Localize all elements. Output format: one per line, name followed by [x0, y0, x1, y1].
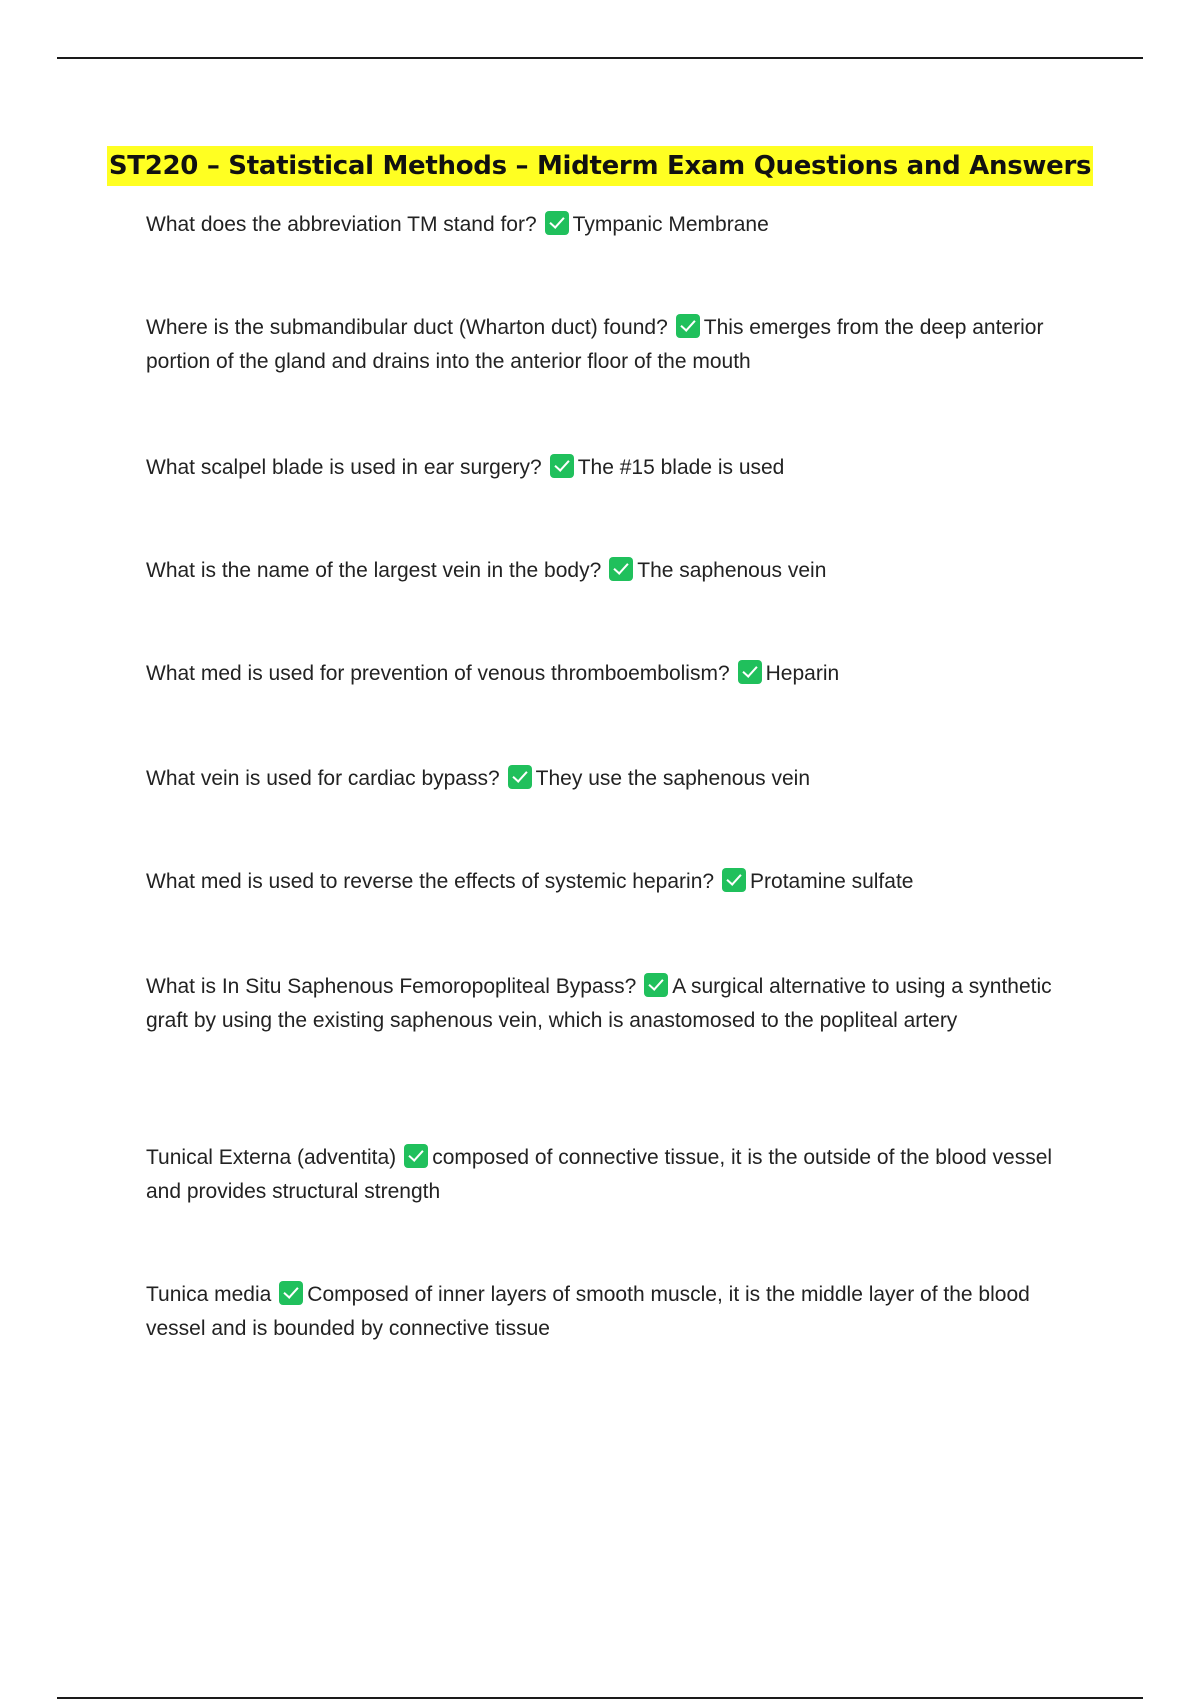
question-text: What med is used for prevention of venous thromboembolism? [146, 662, 730, 685]
page-title: ST220 – Statistical Methods – Midterm Exam Questions and Answers [107, 146, 1093, 186]
answer-text: composed of connective tissue, it is the outside of the blood vessel and provides structural strength [146, 1146, 1053, 1203]
check-icon [609, 557, 633, 581]
question-text: What scalpel blade is used in ear surgery? [146, 456, 542, 479]
answer-text: Tympanic Membrane [572, 213, 769, 236]
question-text: What med is used to reverse the effects of systemic heparin? [146, 870, 715, 893]
check-icon [550, 454, 574, 478]
question-text: What is In Situ Saphenous Femoropopliteal Bypass? [146, 975, 637, 998]
qa-item-10 [146, 1278, 1086, 1346]
answer-text: They use the saphenous vein [535, 767, 811, 790]
answer-text: Protamine sulfate [750, 870, 914, 893]
question-text: Tunical Externa (adventita) [146, 1146, 397, 1169]
qa-item-8 [146, 970, 1086, 1038]
check-icon [738, 660, 762, 684]
title-container [0, 146, 1200, 186]
qa-item-5 [146, 657, 1086, 691]
qa-item-1 [146, 208, 1086, 242]
top-divider [57, 57, 1143, 59]
answer-text: Composed of inner layers of smooth muscle, it is the middle layer of the blood vessel and is bounded by connective tissue [146, 1283, 1030, 1340]
question-text: What does the abbreviation TM stand for? [146, 213, 537, 236]
check-icon [279, 1281, 303, 1305]
answer-text: The saphenous vein [637, 559, 827, 582]
answer-text: A surgical alternative to using a synthetic graft by using the existing saphenous vein, which is anastomosed to the popliteal artery [146, 975, 1052, 1032]
check-icon [404, 1144, 428, 1168]
answer-text: This emerges from the deep anterior portion of the gland and drains into the anterior floor of the mouth [146, 316, 1044, 373]
question-text: Where is the submandibular duct (Wharton duct) found? [146, 316, 668, 339]
answer-text: Heparin [765, 662, 840, 685]
qa-item-4 [146, 554, 1086, 588]
check-icon [545, 211, 569, 235]
qa-item-2 [146, 311, 1086, 379]
check-icon [644, 973, 668, 997]
qa-item-6 [146, 762, 1086, 796]
check-icon [722, 868, 746, 892]
qa-item-7 [146, 865, 1086, 899]
question-text: What vein is used for cardiac bypass? [146, 767, 500, 790]
question-text: What is the name of the largest vein in the body? [146, 559, 602, 582]
answer-text: The #15 blade is used [577, 456, 785, 479]
bottom-divider [57, 1697, 1143, 1699]
qa-item-3 [146, 451, 1086, 485]
question-text: Tunica media [146, 1283, 272, 1306]
check-icon [676, 314, 700, 338]
check-icon [508, 765, 532, 789]
qa-item-9 [146, 1141, 1086, 1209]
